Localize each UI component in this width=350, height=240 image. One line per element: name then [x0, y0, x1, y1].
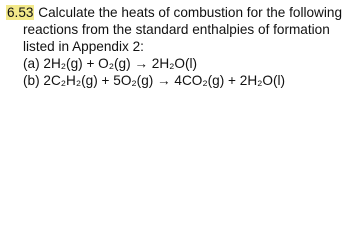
problem-number-highlight: 6.53 — [7, 5, 34, 20]
part-b-equation: 2C₂H₂(g) + 5O₂(g) → 4CO₂(g) + 2H₂O(l) — [43, 73, 286, 88]
part-a-line — [6, 55, 346, 72]
problem-header-line — [6, 4, 346, 21]
part-a-equation: 2H₂(g) + O₂(g) → 2H₂O(l) — [43, 56, 198, 71]
part-b-label: (b) — [23, 73, 40, 88]
problem-prompt-line-2: reactions from the standard enthalpies of formation — [23, 22, 330, 37]
problem-prompt-line-1: Calculate the heats of combustion for the following — [38, 5, 343, 20]
part-b-line — [6, 72, 346, 89]
part-a-label: (a) — [23, 56, 40, 71]
problem-prompt-line-3: listed in Appendix 2: — [23, 39, 144, 54]
problem-block — [6, 4, 346, 89]
